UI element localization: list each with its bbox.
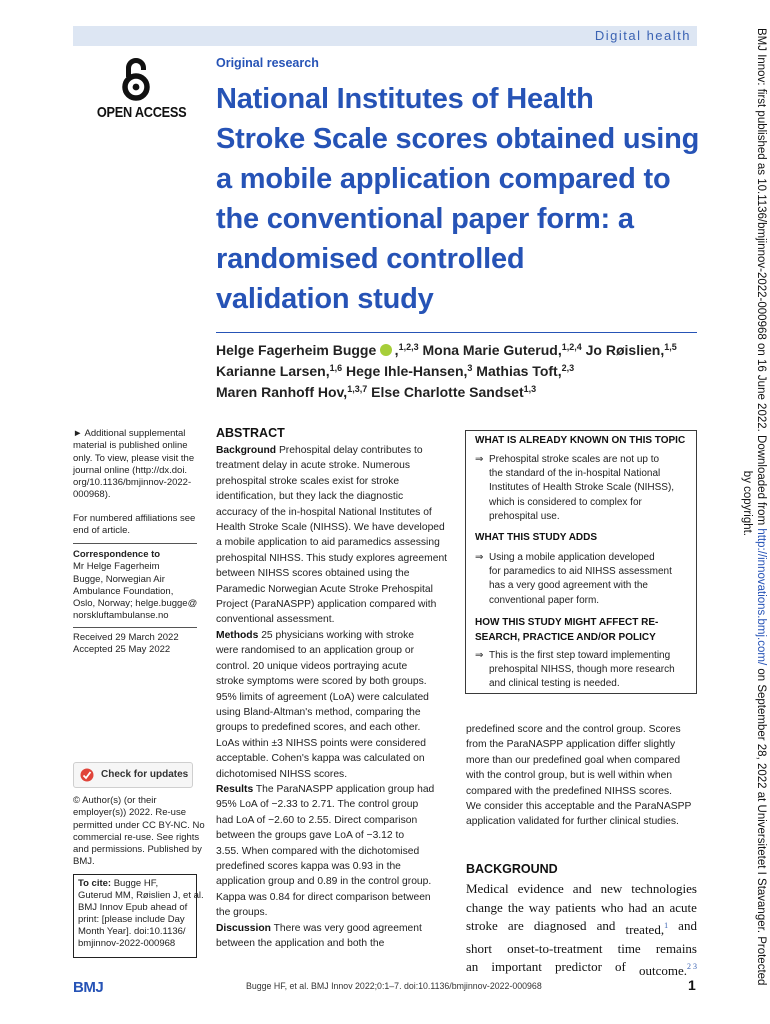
abstract-text: 25 physicians working with stroke — [258, 629, 415, 641]
correspondence-heading: Correspondence to — [73, 549, 161, 560]
key-message-line — [475, 565, 672, 579]
abstract-line — [216, 643, 451, 658]
abstract-line — [216, 844, 451, 859]
key-message-line — [475, 510, 674, 524]
author-line — [216, 380, 697, 401]
copyright-note — [73, 795, 205, 869]
background-word: patients — [555, 899, 596, 915]
title-line: Stroke Scale scores obtained using — [216, 123, 700, 155]
adds-heading: WHAT THIS STUDY ADDS — [475, 532, 598, 543]
key-message-line — [475, 663, 675, 677]
abstract-line — [216, 612, 451, 627]
key-message-line — [475, 579, 672, 593]
page-number: 1 — [688, 977, 696, 993]
background-word: diagnosed — [533, 918, 587, 933]
arrow-icon: ⇒ — [475, 454, 484, 465]
key-message-text: Prehospital stroke scales are not up to — [489, 454, 660, 465]
open-access-lock-icon — [121, 56, 151, 102]
sidebar-line: commercial re-use. See rights — [73, 831, 200, 843]
sidebar-line[interactable]: Oslo, Norway; helge.bugge@ — [73, 598, 198, 610]
title-divider — [216, 332, 697, 333]
abstract-line: application validated for further clinical studies. — [466, 816, 679, 828]
author-name: Helge Fagerheim Bugge — [216, 342, 381, 358]
abstract-text: Paramedic Norwegian Acute Stroke Prehospital — [216, 583, 433, 595]
title-line: validation study — [216, 283, 434, 315]
section-label: Digital health — [594, 28, 691, 43]
background-word: had — [628, 899, 648, 915]
abstract-text: identification, but they lack the diagnostic — [216, 491, 404, 503]
abstract-line — [216, 813, 451, 828]
abstract-line: with the control group, but is well within when — [466, 770, 673, 782]
abstract-text: Prehospital delay contributes to — [276, 445, 423, 456]
background-word: an — [652, 899, 665, 915]
abstract-text: application group and 0.89 in the control group. — [216, 876, 432, 888]
journal-link[interactable]: http://innovations.bmj.com/ — [755, 528, 767, 666]
author-affil: 1,2,4 — [561, 342, 582, 352]
sidebar-line: permitted under CC BY-NC. No — [73, 819, 205, 831]
key-message-line — [475, 496, 674, 510]
sidebar-line: © Author(s) (or their — [73, 795, 157, 806]
sidebar-line[interactable]: journal online (http://dx.doi. — [73, 464, 188, 476]
background-word: and — [572, 881, 592, 896]
affect-heading-line: SEARCH, PRACTICE AND/OR POLICY — [475, 631, 656, 643]
abstract-line — [216, 705, 451, 720]
key-message-line — [475, 594, 672, 608]
abstract-text: treatment delay in acute stroke. Numerous — [216, 460, 411, 472]
author-line — [216, 338, 697, 359]
key-message-text: prehospital use. — [489, 510, 560, 522]
key-message-text: Using a mobile application developed — [489, 552, 655, 563]
affect-heading-line: HOW THIS STUDY MIGHT AFFECT RE- — [475, 617, 659, 628]
sidebar-line[interactable]: norskluftambulanse.no — [73, 610, 169, 622]
abstract-line — [216, 828, 451, 843]
background-word: short — [466, 940, 492, 956]
abstract-text: had LoA of −2.60 to 2.55. Direct comparison — [216, 814, 418, 826]
title-line: National Institutes of Health — [216, 83, 594, 115]
sidebar-divider — [73, 543, 197, 544]
background-word: way — [528, 899, 551, 915]
section-band — [73, 26, 697, 46]
author-affil: 3 — [467, 363, 473, 373]
sidebar-line: and permissions. Published by — [73, 844, 202, 856]
abstract-text: between the groups gave LoA of −3.12 to — [216, 830, 405, 842]
check-for-updates-button[interactable] — [73, 762, 193, 788]
key-message-text: and clinical testing is needed. — [489, 678, 620, 690]
abstract-line — [216, 597, 451, 612]
article-type: Original research — [216, 56, 319, 70]
footer-citation: Bugge HF, et al. BMJ Innov 2022;0:1–7. doi:10.1136/bmjinnov-2022-000968 — [246, 981, 542, 991]
sidebar-line: only. To view, please visit the — [73, 452, 195, 464]
key-message-text: prehospital NIHSS, though more research — [489, 664, 675, 676]
background-word: stroke — [466, 918, 498, 933]
stamp-text: on September 28, 2022 at Universitetet I Stavanger. Protected — [755, 665, 767, 986]
abstract-text: accuracy of the in-hospital National Institutes of — [216, 506, 432, 518]
key-message-line — [475, 677, 675, 691]
background-word: new — [600, 881, 623, 896]
title-line: a mobile application compared to — [216, 163, 671, 195]
abstract-text: were randomised to an application group or — [216, 645, 415, 657]
background-word: change — [466, 899, 503, 915]
abstract-line — [216, 535, 451, 550]
background-line — [466, 940, 697, 959]
author-affil: 2,3 — [561, 363, 575, 373]
background-word-with-ref — [625, 917, 668, 940]
cite-text: Bugge HF, — [111, 878, 159, 889]
abstract-text: dichotomised NIHSS scores. — [216, 768, 348, 780]
author-affil: 1,2,3 — [398, 342, 419, 352]
background-heading: BACKGROUND — [466, 862, 558, 876]
download-stamp-text — [740, 28, 768, 996]
known-heading: WHAT IS ALREADY KNOWN ON THIS TOPIC — [475, 435, 686, 446]
author-name: Karianne Larsen, — [216, 363, 330, 379]
sidebar-line: employer(s)) 2022. Re-use — [73, 807, 186, 819]
background-word: onset-to-treatment — [507, 940, 603, 956]
abstract-text: 95% LoA of −2.33 to 2.71. The control group — [216, 799, 419, 811]
abstract-body — [216, 443, 451, 951]
check-updates-icon — [80, 768, 94, 782]
abstract-text: LoAs within ±3 NIHSS points were considered — [216, 737, 426, 749]
abstract-line — [216, 659, 451, 674]
author-name: Mathias Toft, — [472, 363, 562, 379]
abstract-line — [216, 874, 451, 889]
author-list — [216, 338, 697, 401]
dates — [73, 632, 197, 657]
background-word: acute — [669, 899, 697, 915]
abstract-line: predefined score and the control group. Scores — [466, 724, 681, 735]
abstract-text: using Bland-Altman's method, comparing the — [216, 706, 421, 718]
abstract-line: compared with the predefined NIHSS scores. — [466, 785, 673, 797]
abstract-text: groups to predefined scores, and each other. — [216, 722, 421, 734]
abstract-line — [216, 520, 451, 535]
background-word: the — [507, 899, 524, 915]
sidebar-line: For numbered affiliations see — [73, 513, 196, 524]
key-message-text: Institutes of Health Stroke Scale (NIHSS), — [489, 482, 675, 494]
background-word: remains — [655, 940, 697, 956]
abstract-heading: ABSTRACT — [216, 426, 285, 440]
abstract-line — [216, 890, 451, 905]
abstract-text: There was very good agreement — [270, 922, 422, 934]
author-line — [216, 359, 697, 380]
key-message-text: This is the first step toward implementing — [489, 650, 671, 661]
background-line — [466, 958, 697, 981]
key-message-text: has a very good agreement with the — [489, 580, 648, 592]
background-word: technologies — [631, 881, 697, 896]
known-text — [475, 453, 674, 524]
abstract-text: control. 20 unique videos portraying acute — [216, 660, 408, 672]
download-stamp — [736, 28, 768, 996]
sidebar-line — [78, 878, 192, 890]
background-word: Medical — [466, 881, 509, 896]
abstract-line — [216, 551, 451, 566]
abstract-text: Health Stroke Scale (NIHSS). We have developed — [216, 522, 445, 534]
abstract-line: more than our predefined goal when compared — [466, 754, 681, 766]
key-message-line — [475, 481, 674, 495]
abstract-line — [216, 674, 451, 689]
stamp-line — [754, 28, 768, 996]
abstract-text: The ParaNASPP application group had — [253, 783, 435, 795]
accepted-date: Accepted 25 May 2022 — [73, 644, 171, 656]
abstract-text: between the application and both the — [216, 938, 385, 949]
abstract-line — [216, 767, 451, 782]
supplemental-note — [73, 428, 197, 502]
background-word: outcome. — [638, 963, 687, 978]
title-line: the conventional paper form: a — [216, 203, 634, 235]
sidebar-line: BMJ. — [73, 856, 95, 868]
author-affil: 1,3,7 — [347, 384, 368, 394]
abstract-text: conventional assessment. — [216, 614, 335, 626]
sidebar-line: Ambulance Foundation, — [73, 585, 174, 597]
abstract-line — [216, 736, 451, 751]
abstract-text: Kappa was 0.84 for direct comparison between — [216, 891, 431, 903]
background-word: and — [678, 918, 697, 933]
cite-heading: To cite: — [78, 878, 112, 889]
sidebar-line: Month Year]. doi:10.1136/ — [78, 926, 186, 937]
reference-link[interactable]: 1 — [664, 921, 669, 930]
affiliations-note — [73, 513, 197, 538]
stamp-line: by copyright. — [741, 470, 753, 536]
background-word: time — [617, 940, 641, 956]
abstract-text: 3.55. When compared with the dichotomised — [216, 845, 420, 857]
author-affil: 1,3 — [523, 384, 537, 394]
abstract-line — [216, 859, 451, 874]
abstract-line — [216, 628, 451, 643]
background-body — [466, 880, 697, 981]
abstract-text: prehospital NIHSS. This study explores agreement — [216, 552, 448, 564]
author-name: Maren Ranhoff Hov, — [216, 384, 348, 400]
author-affil: 1,5 — [664, 342, 677, 352]
sidebar-line: Mr Helge Fagerheim — [73, 561, 160, 573]
abstract-line — [216, 720, 451, 735]
author-name: Mona Marie Guterud, — [418, 342, 562, 358]
abstract-text: prehospital stroke scales exist for stroke — [216, 475, 400, 487]
abstract-text: acceptable. Cohen's kappa was calculated on — [216, 753, 425, 765]
abstract-section-label: Methods — [216, 629, 259, 641]
abstract-line — [216, 566, 451, 581]
background-line — [466, 880, 697, 899]
background-word: important — [491, 959, 542, 974]
abstract-line — [216, 782, 451, 797]
abstract-line — [216, 751, 451, 766]
open-access-label: OPEN ACCESS — [96, 104, 187, 121]
abstract-text: between NIHSS scores obtained using the — [216, 568, 410, 580]
background-word: evidence — [517, 881, 564, 896]
background-word: predictor — [555, 959, 602, 974]
abstract-line — [216, 936, 451, 951]
background-word: who — [600, 899, 624, 915]
abstract-line — [216, 905, 451, 920]
key-message-line — [475, 453, 674, 467]
abstract-text: the groups. — [216, 907, 268, 919]
affect-heading — [475, 616, 658, 645]
key-message-line — [475, 467, 674, 481]
background-word: are — [507, 918, 524, 933]
title-line: randomised controlled — [216, 243, 525, 275]
arrow-icon: ⇒ — [475, 552, 484, 563]
sidebar-line: end of article. — [73, 525, 131, 537]
background-word: of — [615, 959, 626, 974]
abstract-text: Project (ParaNASPP) application compared with — [216, 599, 437, 611]
key-message-text: for paramedics to aid NIHSS assessment — [489, 566, 672, 578]
key-message-line — [475, 551, 672, 565]
abstract-section-label: Background — [216, 445, 277, 456]
article-title — [216, 79, 700, 319]
background-line — [466, 917, 697, 940]
received-date: Received 29 March 2022 — [73, 632, 179, 643]
affect-text — [475, 649, 675, 692]
key-message-text: conventional paper form. — [489, 594, 600, 606]
sidebar-line[interactable]: org/10.1136/bmjinnov-2022- — [73, 477, 192, 489]
abstract-text: a mobile application to aid paramedics assessing — [216, 537, 440, 549]
abstract-line — [216, 489, 451, 504]
key-message-text: which is considered to complex for — [489, 496, 642, 508]
abstract-text: stroke symptoms were scored by both groups. — [216, 676, 427, 688]
abstract-section-label: Discussion — [216, 922, 271, 934]
abstract-line — [216, 458, 451, 473]
author-name: Jo Røislien, — [581, 342, 665, 358]
sidebar-line: Bugge, Norwegian Air — [73, 573, 165, 585]
abstract-line — [216, 443, 451, 458]
abstract-line — [216, 582, 451, 597]
check-for-updates-label: Check for updates — [101, 769, 189, 780]
sidebar-line: BMJ Innov Epub ahead of — [78, 902, 188, 913]
background-word: and — [596, 918, 616, 933]
abstract-line — [216, 505, 451, 520]
sidebar-line[interactable]: 000968). — [73, 489, 111, 501]
sidebar-divider — [73, 627, 197, 628]
sidebar-line: ► Additional supplemental — [73, 428, 186, 439]
abstract-section-label: Results — [216, 783, 254, 795]
abstract-text: predefined scores kappa was 0.93 in the — [216, 860, 401, 872]
adds-text — [475, 551, 672, 608]
abstract-continued — [466, 722, 697, 830]
background-word: an — [466, 959, 479, 974]
open-access-logo — [90, 56, 187, 121]
stamp-text: BMJ Innov: first published as 10.1136/bmjinnov-2022-000968 on 16 June 2022. Downloaded from — [755, 28, 767, 529]
background-word: treated, — [625, 922, 665, 937]
citation-box — [73, 874, 204, 958]
abstract-line — [216, 474, 451, 489]
author-name: Hege Ihle-Hansen, — [342, 363, 468, 379]
abstract-line: We consider this acceptable and the ParaNASPP — [466, 801, 692, 813]
author-comma: , — [394, 342, 399, 358]
key-message-text: the standard of the in-hospital National — [489, 468, 661, 480]
author-affil: 1,6 — [329, 363, 343, 373]
abstract-text: 95% limits of agreement (LoA) were calculated — [216, 691, 429, 703]
orcid-icon[interactable] — [380, 344, 392, 356]
sidebar-line: Guterud MM, Røislien J, et al. — [78, 890, 204, 901]
background-line — [466, 899, 697, 918]
author-name: Else Charlotte Sandset — [367, 384, 524, 400]
abstract-line — [216, 797, 451, 812]
abstract-line: from the ParaNASPP application differ slightly — [466, 739, 676, 751]
key-message-line — [475, 649, 675, 663]
arrow-icon: ⇒ — [475, 650, 484, 661]
abstract-line — [216, 690, 451, 705]
correspondence — [73, 549, 197, 623]
sidebar-line: material is published online — [73, 440, 188, 452]
sidebar-line: print: [please include Day — [78, 914, 185, 925]
reference-link[interactable]: 2 3 — [686, 962, 697, 971]
sidebar-line: bmjinnov-2022-000968 — [78, 938, 176, 949]
bmj-logo: BMJ — [73, 979, 104, 996]
key-messages-box — [465, 430, 697, 694]
abstract-line — [216, 921, 451, 936]
